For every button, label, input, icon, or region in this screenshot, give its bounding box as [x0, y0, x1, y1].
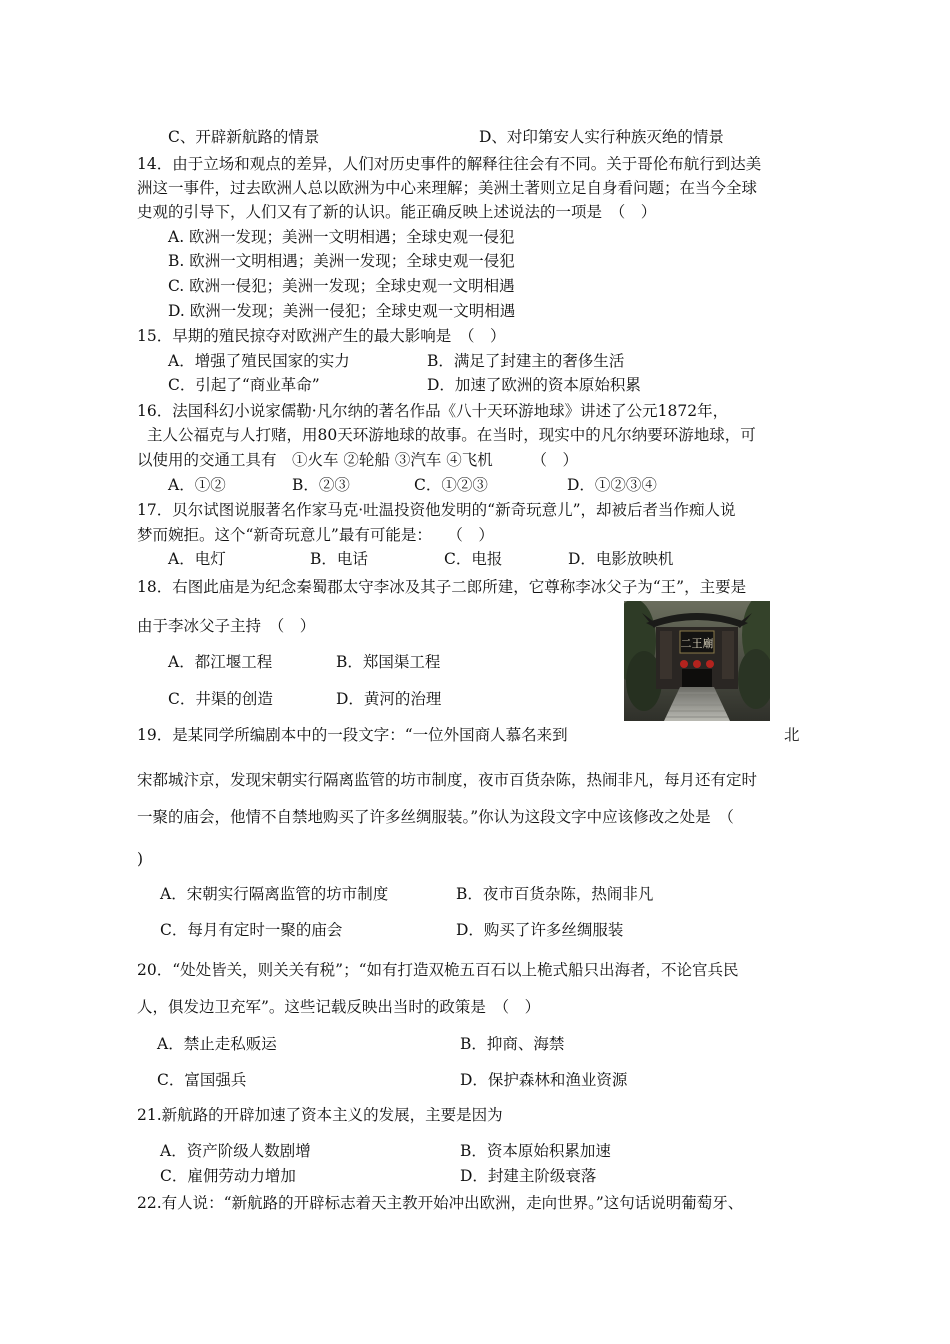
- q15-stem: 15．早期的殖民掠夺对欧洲产生的最大影响是 （ ）: [137, 327, 506, 345]
- q16-option-d: D．①②③④: [567, 476, 657, 494]
- q21-option-b: B．资本原始积累加速: [460, 1142, 611, 1160]
- q20-stem-2: 人，俱发边卫充军”。这些记载反映出当时的政策是 （ ）: [137, 998, 541, 1016]
- q19-option-b: B．夜市百货杂陈，热闹非凡: [456, 885, 654, 903]
- q17-option-d: D．电影放映机: [568, 550, 674, 568]
- q17-stem-1: 17．贝尔试图说服著名作家马克·吐温投资他发明的“新奇玩意儿”，却被后者当作痴人说: [137, 501, 736, 519]
- q19-stem-1: 19．是某同学所编剧本中的一段文字：“一位外国商人慕名来到: [137, 726, 568, 744]
- q18-option-c: C．井渠的创造: [168, 690, 273, 708]
- q19-stem-3: 一聚的庙会，他情不自禁地购买了许多丝绸服装。”你认为这段文字中应该修改之处是 （: [137, 808, 734, 826]
- q13-option-c: C、开辟新航路的情景: [168, 128, 320, 146]
- q16-option-b: B．②③: [292, 476, 350, 494]
- q17-option-b: B．电话: [310, 550, 368, 568]
- q17-stem-2: 梦而婉拒。这个“新奇玩意儿”最有可能是： （ ）: [137, 526, 494, 544]
- q16-stem-3: 以使用的交通工具有 ①火车 ②轮船 ③汽车 ④飞机 （ ）: [137, 451, 579, 469]
- q19-option-c: C．每月有定时一聚的庙会: [160, 921, 343, 939]
- temple-illustration: [624, 601, 770, 721]
- q21-option-a: A．资产阶级人数剧增: [160, 1142, 311, 1160]
- q21-option-d: D．封建主阶级衰落: [460, 1167, 597, 1185]
- q14-stem-1: 14．由于立场和观点的差异，人们对历史事件的解释往往会有不同。关于哥伦布航行到达美: [137, 155, 762, 173]
- q16-option-a: A．①②: [168, 476, 226, 494]
- q14-option-b: B. 欧洲一文明相遇；美洲一发现；全球史观一侵犯: [168, 252, 515, 270]
- q17-option-a: A．电灯: [168, 550, 226, 568]
- q17-option-c: C．电报: [444, 550, 503, 568]
- q14-option-c: C. 欧洲一侵犯；美洲一发现；全球史观一文明相遇: [168, 277, 515, 295]
- q20-option-d: D．保护森林和渔业资源: [460, 1071, 628, 1089]
- temple-plaque-text: 二王廟: [680, 637, 714, 650]
- q18-stem-1: 18．右图此庙是为纪念秦蜀郡太守李冰及其子二郎所建，它尊称李冰父子为“王”，主要是: [137, 578, 747, 596]
- q14-stem-2: 洲这一事件，过去欧洲人总以欧洲为中心来理解；美洲土著则立足自身看问题；在当今全球: [137, 179, 758, 197]
- q22-stem: 22.有人说：“新航路的开辟标志着天主教开始冲出欧洲，走向世界。”这句话说明葡萄牙、: [137, 1194, 744, 1212]
- q20-option-b: B．抑商、海禁: [460, 1035, 565, 1053]
- q16-stem-2: 主人公福克与人打赌，用80天环游地球的故事。在当时，现实中的凡尔纳要环游地球，可: [147, 426, 756, 444]
- q16-option-c: C．①②③: [414, 476, 488, 494]
- q15-option-d: D．加速了欧洲的资本原始积累: [427, 376, 641, 394]
- q14-stem-3: 史观的引导下，人们又有了新的认识。能正确反映上述说法的一项是 （ ）: [137, 203, 657, 221]
- q19-option-a: A．宋朝实行隔离监管的坊市制度: [160, 885, 389, 903]
- q19-stem-4: ): [137, 850, 144, 868]
- q19-stem-1-end: 北: [784, 726, 800, 744]
- q18-option-b: B．郑国渠工程: [336, 653, 441, 671]
- q16-stem-1: 16．法国科幻小说家儒勒·凡尔纳的著名作品《八十天环游地球》讲述了公元1872年，: [137, 402, 729, 420]
- q18-stem-2: 由于李冰父子主持 （ ）: [137, 617, 316, 635]
- temple-photo: [624, 601, 770, 721]
- q20-option-a: A．禁止走私贩运: [157, 1035, 277, 1053]
- q15-option-a: A．增强了殖民国家的实力: [168, 352, 350, 370]
- q18-option-d: D．黄河的治理: [336, 690, 442, 708]
- q15-option-b: B．满足了封建主的奢侈生活: [427, 352, 625, 370]
- q21-stem: 21.新航路的开辟加速了资本主义的发展，主要是因为: [137, 1106, 503, 1124]
- q20-option-c: C．富国强兵: [157, 1071, 247, 1089]
- q13-option-d: D、对印第安人实行种族灭绝的情景: [479, 128, 724, 146]
- q18-option-a: A．都江堰工程: [168, 653, 273, 671]
- q21-option-c: C．雇佣劳动力增加: [160, 1167, 296, 1185]
- q14-option-a: A. 欧洲一发现；美洲一文明相遇；全球史观一侵犯: [168, 228, 515, 246]
- q20-stem-1: 20．“处处皆关，则关关有税”；“如有打造双桅五百石以上桅式船只出海者，不论官兵民: [137, 961, 739, 979]
- q19-option-d: D．购买了许多丝绸服装: [456, 921, 624, 939]
- q19-stem-2: 宋都城汴京，发现宋朝实行隔离监管的坊市制度，夜市百货杂陈，热闹非凡，每月还有定时: [137, 771, 758, 789]
- q14-option-d: D. 欧洲一发现；美洲一侵犯；全球史观一文明相遇: [168, 302, 516, 320]
- q15-option-c: C．引起了“商业革命”: [168, 376, 320, 394]
